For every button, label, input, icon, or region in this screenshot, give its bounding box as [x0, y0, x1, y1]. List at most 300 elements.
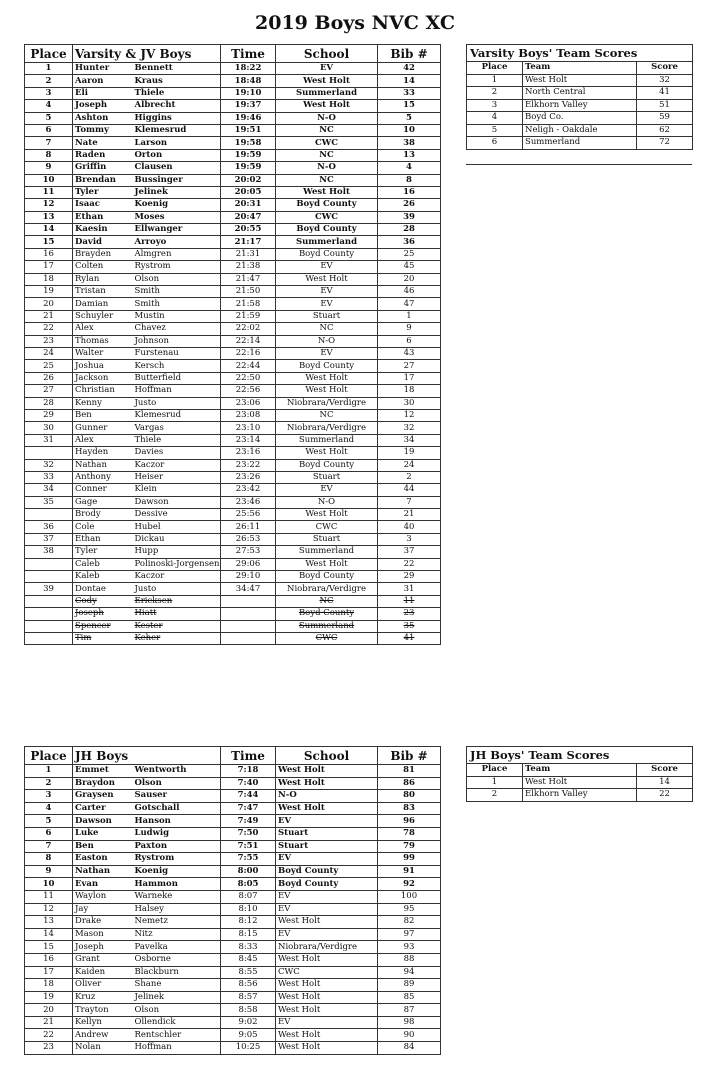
school-cell: EV [276, 347, 378, 359]
first-name-cell: Ethan [73, 533, 133, 545]
time-cell: 22:44 [221, 360, 276, 372]
place-cell [25, 620, 73, 632]
school-cell: EV [276, 815, 378, 828]
first-name-cell: Nathan [73, 865, 133, 878]
place-cell: 22 [25, 1029, 73, 1042]
first-name-cell: Easton [73, 853, 133, 866]
place-cell: 10 [25, 878, 73, 891]
first-name-cell: Gunner [73, 422, 133, 434]
bib-cell: 7 [378, 496, 441, 508]
table-row [25, 335, 441, 347]
time-cell [221, 632, 276, 644]
time-cell: 21:31 [221, 248, 276, 260]
bib-cell: 91 [378, 865, 441, 878]
col-score: Score [637, 62, 693, 75]
time-cell: 20:55 [221, 224, 276, 236]
place-cell: 14 [25, 224, 73, 236]
team-cell: Summerland [523, 137, 637, 150]
bib-cell: 21 [378, 509, 441, 521]
time-cell: 29:06 [221, 558, 276, 570]
first-name-cell: Trayton [73, 1004, 133, 1017]
first-name-cell: Brody [73, 509, 133, 521]
time-cell: 21:58 [221, 298, 276, 310]
table-row [25, 533, 441, 545]
time-cell: 19:46 [221, 112, 276, 124]
school-cell: Stuart [276, 471, 378, 483]
school-cell: N-O [276, 335, 378, 347]
last-name-cell: Klein [133, 484, 221, 496]
first-name-cell: Andrew [73, 1029, 133, 1042]
place-cell [25, 509, 73, 521]
school-cell: West Holt [276, 765, 378, 778]
col-school: School [276, 747, 378, 765]
team-cell: Neligh - Oakdale [523, 124, 637, 137]
time-cell: 9:02 [221, 1016, 276, 1029]
table-row [25, 941, 441, 954]
table-row [25, 471, 441, 483]
place-cell [25, 595, 73, 607]
time-cell: 21:50 [221, 286, 276, 298]
place-cell: 19 [25, 286, 73, 298]
school-cell: West Holt [276, 777, 378, 790]
place-cell: 14 [25, 928, 73, 941]
bib-cell: 44 [378, 484, 441, 496]
time-cell [221, 620, 276, 632]
time-cell: 19:37 [221, 100, 276, 112]
bib-cell: 6 [378, 335, 441, 347]
last-name-cell: Rentschler [133, 1029, 221, 1042]
first-name-cell: Rylan [73, 273, 133, 285]
table-row [467, 74, 693, 87]
first-name-cell: Joseph [73, 608, 133, 620]
time-cell: 9:05 [221, 1029, 276, 1042]
first-name-cell: Hunter [73, 63, 133, 75]
time-cell: 10:25 [221, 1042, 276, 1055]
last-name-cell: Dawson [133, 496, 221, 508]
bib-cell: 22 [378, 558, 441, 570]
first-name-cell: Cody [73, 595, 133, 607]
table-row [25, 124, 441, 136]
bib-cell: 81 [378, 765, 441, 778]
school-cell: Summerland [276, 620, 378, 632]
time-cell: 19:59 [221, 149, 276, 161]
first-name-cell: Ashton [73, 112, 133, 124]
bib-cell: 24 [378, 459, 441, 471]
col-team: Team [523, 62, 637, 75]
school-cell: Boyd County [276, 878, 378, 891]
place-cell: 34 [25, 484, 73, 496]
time-cell: 29:10 [221, 571, 276, 583]
place-cell: 2 [25, 75, 73, 87]
table-row [25, 1042, 441, 1055]
bib-cell: 1 [378, 310, 441, 322]
time-cell: 23:08 [221, 409, 276, 421]
table-row [25, 1004, 441, 1017]
table-row [25, 903, 441, 916]
first-name-cell: Eli [73, 87, 133, 99]
time-cell: 23:14 [221, 434, 276, 446]
last-name-cell: Pavelka [133, 941, 221, 954]
last-name-cell: Blackburn [133, 966, 221, 979]
table-row [25, 583, 441, 595]
place-cell: 17 [25, 261, 73, 273]
team-cell: West Holt [523, 776, 637, 789]
first-name-cell: Luke [73, 827, 133, 840]
place-cell: 2 [467, 87, 523, 100]
time-cell: 8:00 [221, 865, 276, 878]
school-cell: NC [276, 595, 378, 607]
bib-cell: 87 [378, 1004, 441, 1017]
place-cell: 35 [25, 496, 73, 508]
time-cell: 22:14 [221, 335, 276, 347]
place-cell: 33 [25, 471, 73, 483]
last-name-cell: Justo [133, 397, 221, 409]
last-name-cell: Hoffman [133, 385, 221, 397]
table-row [25, 273, 441, 285]
first-name-cell: Nate [73, 137, 133, 149]
time-cell: 8:33 [221, 941, 276, 954]
team-cell: Boyd Co. [523, 112, 637, 125]
table-header-row [25, 45, 441, 63]
school-cell: Niobrara/Verdigre [276, 583, 378, 595]
time-cell: 25:56 [221, 509, 276, 521]
table-row [467, 124, 693, 137]
last-name-cell: Larson [133, 137, 221, 149]
school-cell: EV [276, 286, 378, 298]
col-place: Place [25, 45, 73, 63]
school-cell: West Holt [276, 916, 378, 929]
bib-cell: 3 [378, 533, 441, 545]
school-cell: West Holt [276, 509, 378, 521]
first-name-cell: Nolan [73, 1042, 133, 1055]
team-cell: North Central [523, 87, 637, 100]
varsity-team-scores-table [466, 44, 693, 150]
school-cell: West Holt [276, 1004, 378, 1017]
bib-cell: 89 [378, 979, 441, 992]
last-name-cell: Keher [133, 632, 221, 644]
table-row [25, 558, 441, 570]
bib-cell: 35 [378, 620, 441, 632]
place-cell: 5 [25, 815, 73, 828]
school-cell: West Holt [276, 1042, 378, 1055]
school-cell: Niobrara/Verdigre [276, 941, 378, 954]
bib-cell: 46 [378, 286, 441, 298]
score-cell: 59 [637, 112, 693, 125]
last-name-cell: Warneke [133, 890, 221, 903]
time-cell: 7:18 [221, 765, 276, 778]
last-name-cell: Butterfield [133, 372, 221, 384]
bib-cell: 90 [378, 1029, 441, 1042]
table-row [25, 991, 441, 1004]
school-cell: Stuart [276, 840, 378, 853]
school-cell: West Holt [276, 558, 378, 570]
table-row [25, 385, 441, 397]
last-name-cell: Thiele [133, 87, 221, 99]
table-row [25, 63, 441, 75]
first-name-cell: Kellyn [73, 1016, 133, 1029]
last-name-cell: Bennett [133, 63, 221, 75]
bib-cell: 93 [378, 941, 441, 954]
time-cell: 23:22 [221, 459, 276, 471]
table-row [25, 878, 441, 891]
table-row [25, 979, 441, 992]
first-name-cell: Alex [73, 434, 133, 446]
place-cell: 5 [25, 112, 73, 124]
place-cell: 4 [467, 112, 523, 125]
bib-cell: 30 [378, 397, 441, 409]
table-row [25, 149, 441, 161]
place-cell: 26 [25, 372, 73, 384]
school-cell: N-O [276, 496, 378, 508]
bib-cell: 8 [378, 174, 441, 186]
school-cell: NC [276, 124, 378, 136]
last-name-cell: Paxton [133, 840, 221, 853]
bib-cell: 27 [378, 360, 441, 372]
time-cell: 23:42 [221, 484, 276, 496]
col-place: Place [467, 764, 523, 777]
table-row [25, 632, 441, 644]
place-cell: 27 [25, 385, 73, 397]
place-cell: 1 [25, 63, 73, 75]
bib-cell: 17 [378, 372, 441, 384]
place-cell: 7 [25, 840, 73, 853]
table-row [25, 916, 441, 929]
first-name-cell: Dontae [73, 583, 133, 595]
place-cell: 20 [25, 298, 73, 310]
time-cell: 7:47 [221, 802, 276, 815]
last-name-cell: Jelinek [133, 186, 221, 198]
table-row [25, 608, 441, 620]
jh-results-table [24, 746, 441, 1055]
first-name-cell: Hayden [73, 447, 133, 459]
first-name-cell: Emmet [73, 765, 133, 778]
first-name-cell: Aaron [73, 75, 133, 87]
last-name-cell: Chavez [133, 323, 221, 335]
first-name-cell: Joseph [73, 100, 133, 112]
table-row [25, 928, 441, 941]
last-name-cell: Dessive [133, 509, 221, 521]
varsity-scores-title: Varsity Boys' Team Scores [467, 45, 693, 62]
table-header-row [25, 747, 441, 765]
table-row [25, 496, 441, 508]
first-name-cell: Evan [73, 878, 133, 891]
table-row [25, 224, 441, 236]
last-name-cell: Davies [133, 447, 221, 459]
first-name-cell: Jay [73, 903, 133, 916]
place-cell: 4 [25, 802, 73, 815]
place-cell: 13 [25, 916, 73, 929]
time-cell: 20:47 [221, 211, 276, 223]
last-name-cell: Justo [133, 583, 221, 595]
first-name-cell: Cole [73, 521, 133, 533]
school-cell: Boyd County [276, 360, 378, 372]
bib-cell: 96 [378, 815, 441, 828]
last-name-cell: Koenig [133, 865, 221, 878]
first-name-cell: Raden [73, 149, 133, 161]
place-cell: 12 [25, 903, 73, 916]
school-cell: West Holt [276, 991, 378, 1004]
first-name-cell: Ben [73, 840, 133, 853]
time-cell: 20:31 [221, 199, 276, 211]
table-row [25, 261, 441, 273]
score-cell: 22 [637, 789, 693, 802]
first-name-cell: Braydon [73, 777, 133, 790]
place-cell: 1 [25, 765, 73, 778]
school-cell: West Holt [276, 953, 378, 966]
school-cell: EV [276, 298, 378, 310]
bib-cell: 37 [378, 546, 441, 558]
time-cell: 8:07 [221, 890, 276, 903]
first-name-cell: Gage [73, 496, 133, 508]
school-cell: Boyd County [276, 224, 378, 236]
table-row [25, 484, 441, 496]
school-cell: Boyd County [276, 459, 378, 471]
team-cell: Elkhorn Valley [523, 99, 637, 112]
bib-cell: 12 [378, 409, 441, 421]
table-row [25, 372, 441, 384]
col-bib: Bib # [378, 45, 441, 63]
time-cell: 20:05 [221, 186, 276, 198]
bib-cell: 88 [378, 953, 441, 966]
bib-cell: 15 [378, 100, 441, 112]
school-cell: Summerland [276, 546, 378, 558]
table-row [467, 99, 693, 112]
place-cell: 18 [25, 273, 73, 285]
school-cell: West Holt [276, 979, 378, 992]
time-cell: 18:48 [221, 75, 276, 87]
place-cell: 10 [25, 174, 73, 186]
bib-cell: 18 [378, 385, 441, 397]
last-name-cell: Ellwanger [133, 224, 221, 236]
bib-cell: 78 [378, 827, 441, 840]
table-row [25, 802, 441, 815]
last-name-cell: Arroyo [133, 236, 221, 248]
place-cell: 37 [25, 533, 73, 545]
place-cell: 30 [25, 422, 73, 434]
first-name-cell: Ben [73, 409, 133, 421]
table-row [25, 546, 441, 558]
bib-cell: 4 [378, 162, 441, 174]
school-cell: CWC [276, 137, 378, 149]
school-cell: Stuart [276, 310, 378, 322]
first-name-cell: Ethan [73, 211, 133, 223]
place-cell: 5 [467, 124, 523, 137]
time-cell: 7:40 [221, 777, 276, 790]
place-cell: 32 [25, 459, 73, 471]
school-cell: EV [276, 63, 378, 75]
place-cell: 16 [25, 953, 73, 966]
place-cell: 21 [25, 310, 73, 322]
time-cell: 22:56 [221, 385, 276, 397]
school-cell: CWC [276, 211, 378, 223]
first-name-cell: Tristan [73, 286, 133, 298]
bib-cell: 34 [378, 434, 441, 446]
time-cell: 8:55 [221, 966, 276, 979]
table-row [467, 776, 693, 789]
table-row [25, 777, 441, 790]
time-cell: 21:17 [221, 236, 276, 248]
school-cell: CWC [276, 632, 378, 644]
last-name-cell: Shane [133, 979, 221, 992]
place-cell: 25 [25, 360, 73, 372]
last-name-cell: Kaczor [133, 571, 221, 583]
col-school: School [276, 45, 378, 63]
time-cell: 8:56 [221, 979, 276, 992]
time-cell: 19:10 [221, 87, 276, 99]
first-name-cell: Anthony [73, 471, 133, 483]
table-row [25, 211, 441, 223]
place-cell: 22 [25, 323, 73, 335]
bib-cell: 82 [378, 916, 441, 929]
place-cell: 8 [25, 853, 73, 866]
last-name-cell: Hanson [133, 815, 221, 828]
place-cell: 21 [25, 1016, 73, 1029]
last-name-cell: Furstenau [133, 347, 221, 359]
time-cell: 19:59 [221, 162, 276, 174]
last-name-cell: Johnson [133, 335, 221, 347]
last-name-cell: Hubel [133, 521, 221, 533]
first-name-cell: Brayden [73, 248, 133, 260]
last-name-cell: Hammon [133, 878, 221, 891]
bib-cell: 94 [378, 966, 441, 979]
table-row [25, 620, 441, 632]
table-row [25, 137, 441, 149]
bib-cell: 13 [378, 149, 441, 161]
last-name-cell: Kersch [133, 360, 221, 372]
last-name-cell: Jelinek [133, 991, 221, 1004]
place-cell: 23 [25, 335, 73, 347]
place-cell: 1 [467, 74, 523, 87]
place-cell: 12 [25, 199, 73, 211]
place-cell: 6 [25, 827, 73, 840]
place-cell: 6 [467, 137, 523, 150]
place-cell: 2 [25, 777, 73, 790]
place-cell: 13 [25, 211, 73, 223]
bib-cell: 23 [378, 608, 441, 620]
bib-cell: 43 [378, 347, 441, 359]
school-cell: EV [276, 1016, 378, 1029]
table-row [25, 409, 441, 421]
time-cell: 23:26 [221, 471, 276, 483]
place-cell: 36 [25, 521, 73, 533]
bib-cell: 28 [378, 224, 441, 236]
table-row [25, 323, 441, 335]
school-cell: EV [276, 853, 378, 866]
first-name-cell: Kaesin [73, 224, 133, 236]
time-cell: 7:44 [221, 790, 276, 803]
first-name-cell: Dawson [73, 815, 133, 828]
school-cell: Boyd County [276, 199, 378, 211]
divider [466, 164, 692, 165]
place-cell: 11 [25, 890, 73, 903]
school-cell: Boyd County [276, 248, 378, 260]
last-name-cell: Mustin [133, 310, 221, 322]
first-name-cell: Jackson [73, 372, 133, 384]
bib-cell: 83 [378, 802, 441, 815]
table-row [25, 397, 441, 409]
time-cell: 21:38 [221, 261, 276, 273]
first-name-cell: Tyler [73, 546, 133, 558]
time-cell: 7:49 [221, 815, 276, 828]
last-name-cell: Olson [133, 777, 221, 790]
school-cell: CWC [276, 521, 378, 533]
table-row [25, 827, 441, 840]
last-name-cell: Thiele [133, 434, 221, 446]
last-name-cell: Kaczor [133, 459, 221, 471]
first-name-cell: Mason [73, 928, 133, 941]
time-cell: 34:47 [221, 583, 276, 595]
bib-cell: 92 [378, 878, 441, 891]
